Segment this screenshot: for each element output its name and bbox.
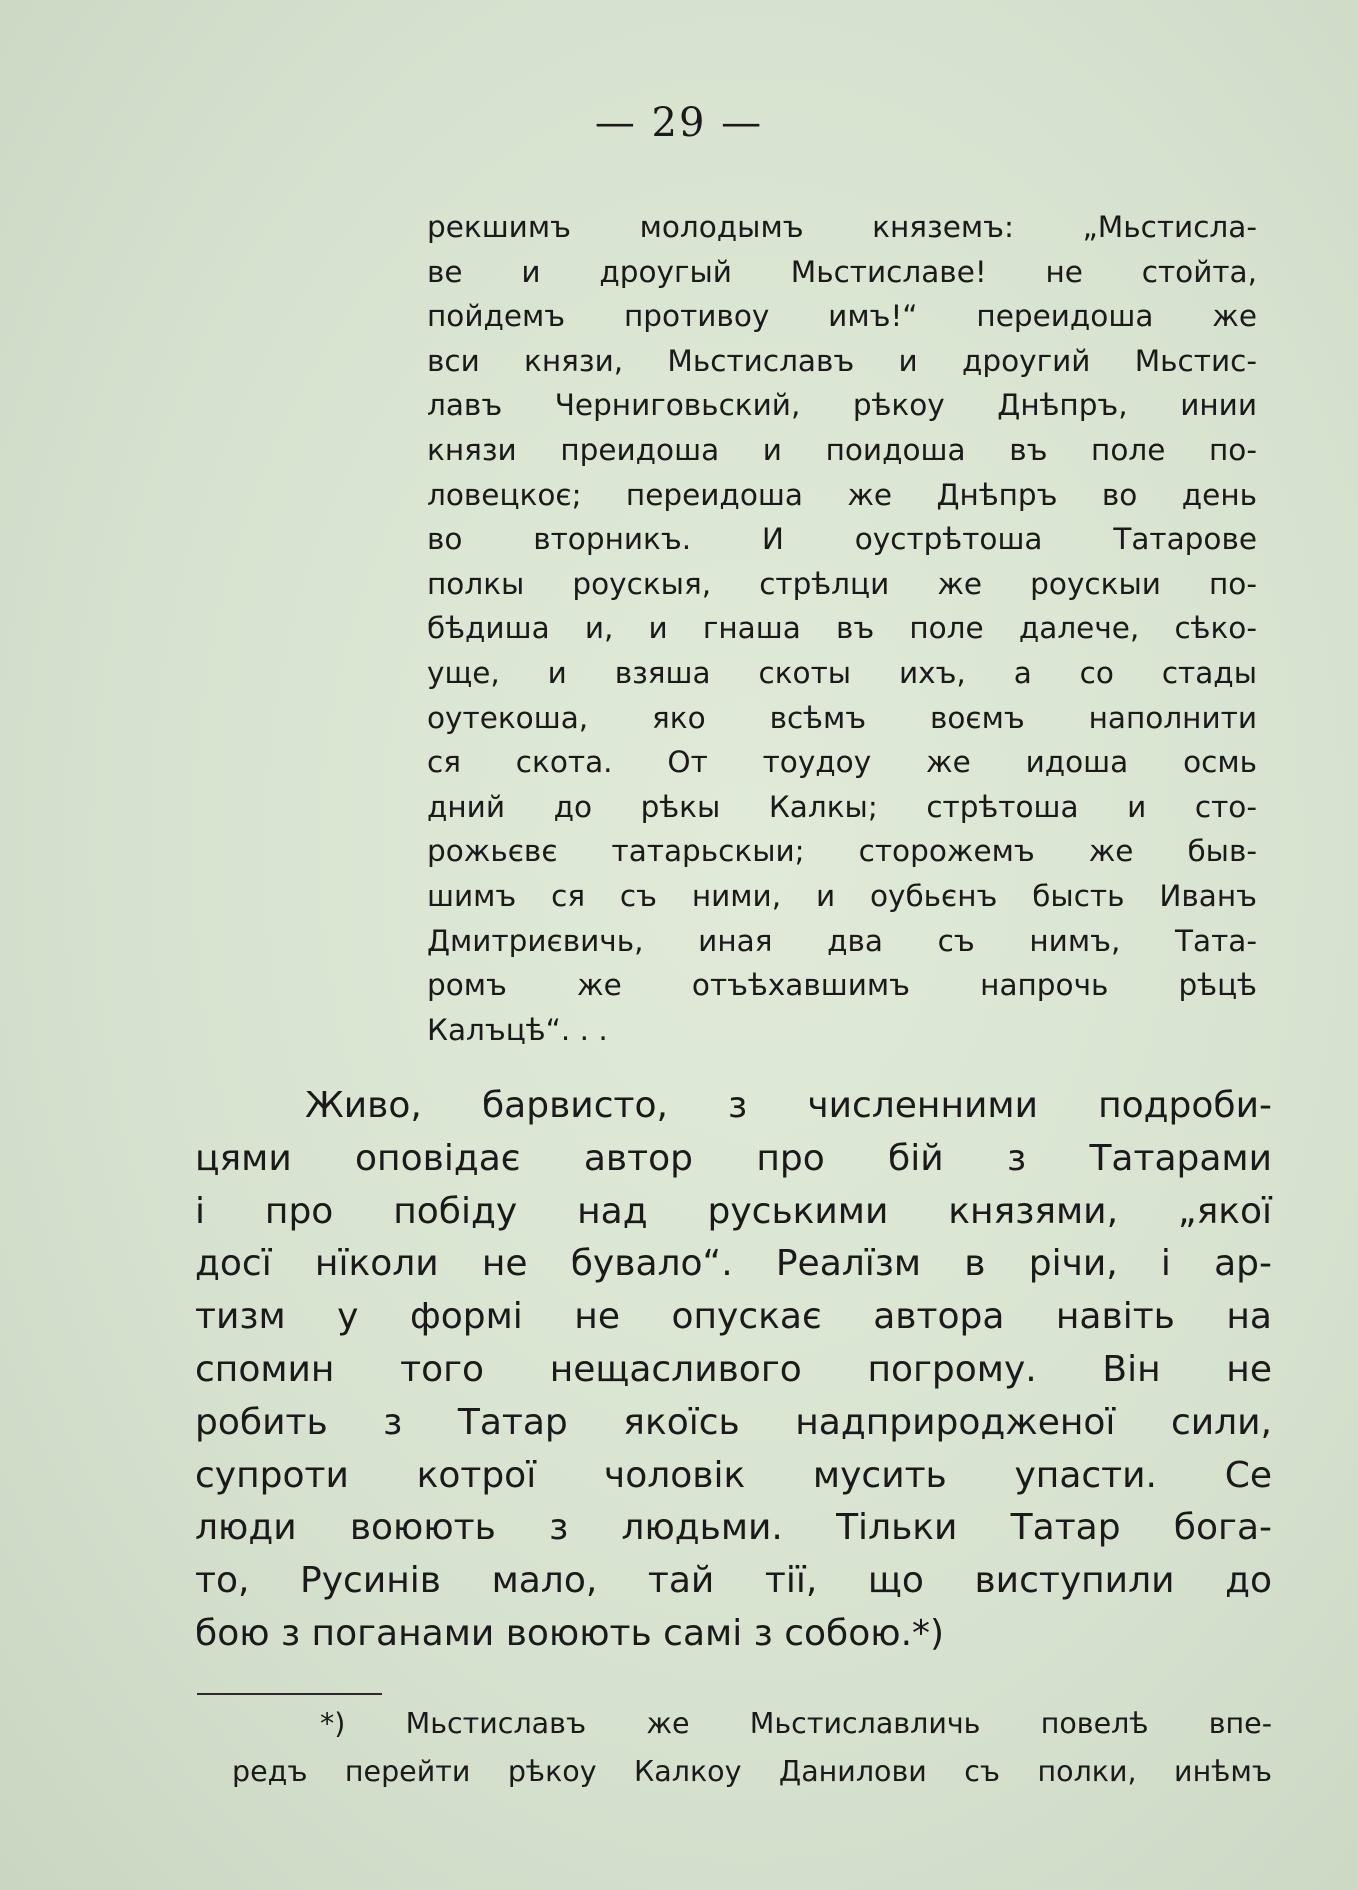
quote-line: рекшимъ молодымъ княземъ: „Мьстисла-	[427, 210, 1257, 244]
quote-line: князи преидоша и поидоша въ поле по-	[427, 432, 1257, 467]
paragraph-line: тизм у формі не опускає автора навіть на	[195, 1296, 1272, 1338]
quote-line: ся скота. От тоудоу же идоша осмь	[427, 745, 1257, 780]
quote-line: вси князи, Мьстиславъ и дроугий Мьстис-	[427, 343, 1257, 378]
paragraph-line: досї нїколи не бувало“. Реалїзм в річи, і ар-	[195, 1243, 1272, 1285]
quote-line: полкы роускыя, стрѣлци же роускыи по-	[427, 566, 1257, 601]
paragraph-line: люди воюють з людьми. Тільки Татар бога-	[195, 1507, 1272, 1549]
footnote	[232, 1700, 1272, 1796]
quote-block	[427, 205, 1257, 1052]
quote-line: пойдемъ противоу имъ!“ переидоша же	[427, 299, 1257, 334]
paragraph-line: бою з поганами воюють самі з собою.*)	[195, 1612, 945, 1654]
footnote-divider	[197, 1693, 382, 1695]
paragraph-line: супроти котрої чоловік мусить упасти. Се	[195, 1454, 1272, 1496]
quote-line: бѣдиша и, и гнаша въ поле далече, сѣко-	[427, 611, 1257, 646]
page-number: — 29 —	[594, 100, 764, 146]
quote-line: уще, и взяша скоты ихъ, а со стады	[427, 655, 1257, 690]
quote-line: оутекоша, яко всѣмъ воємъ наполнити	[427, 700, 1257, 735]
quote-line: Калъцѣ“. . .	[427, 1012, 608, 1047]
paragraph-line: Живо, барвисто, з численними подроби-	[305, 1085, 1272, 1126]
quote-line: ромъ же отъѣхавшимъ напрочь рѣцѣ	[427, 968, 1257, 1003]
quote-line: рожьєвє татарьскыи; сторожемъ же быв-	[427, 834, 1257, 869]
quote-line: лавъ Черниговьский, рѣкоу Днѣпръ, инии	[427, 388, 1257, 423]
paragraph-line: і про побіду над руськими князями, „якої	[195, 1190, 1272, 1232]
quote-line: шимъ ся съ ними, и оубьєнъ бысть Иванъ	[427, 878, 1257, 913]
footnote-line: *) Мьстиславъ же Мьстиславличь повелѣ впе-	[320, 1707, 1272, 1740]
body-paragraph	[195, 1080, 1272, 1661]
quote-line: ве и дроугый Мьстиславе! не стойта,	[427, 254, 1257, 289]
quote-line: ловецкоє; переидоша же Днѣпръ во день	[427, 477, 1257, 512]
footnote-line: редъ перейти рѣкоу Калкоу Данилови съ полки, инѣмъ	[232, 1755, 1272, 1788]
quote-line: дний до рѣкы Калкы; стрѣтоша и сто-	[427, 789, 1257, 824]
quote-line: во вторникъ. И оустрѣтоша Татарове	[427, 522, 1257, 557]
paragraph-line: то, Русинів мало, тай тії, що виступили до	[195, 1560, 1272, 1602]
paragraph-line: спомин того нещасливого погрому. Він не	[195, 1348, 1272, 1390]
paragraph-line: цями оповідає автор про бій з Татарами	[195, 1137, 1272, 1179]
quote-line: Дмитриєвичь, иная два съ нимъ, Тата-	[427, 923, 1257, 958]
paragraph-line: робить з Татар якоїсь надприродженої сили,	[195, 1401, 1272, 1443]
